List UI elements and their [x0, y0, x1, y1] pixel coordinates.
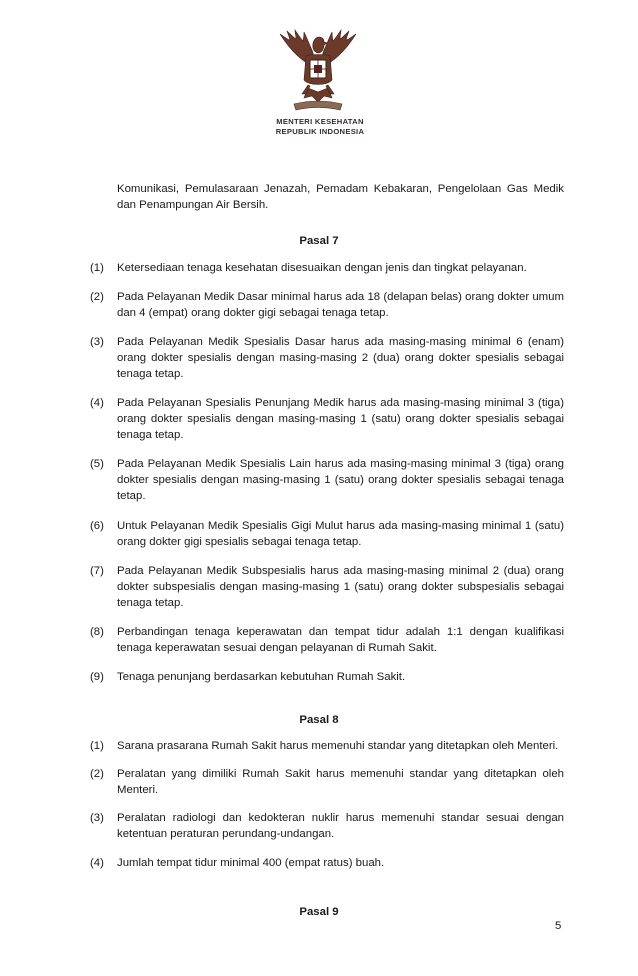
pasal-7-item-3: [90, 334, 564, 383]
item-text: Sarana prasarana Rumah Sakit harus memenuhi standar yang ditetapkan oleh Menteri.: [117, 740, 559, 752]
pasal-7-item-4: [90, 395, 564, 444]
pasal-8-item-3: [90, 810, 564, 842]
item-text: Ketersediaan tenaga kesehatan disesuaikan dengan jenis dan tingkat pelayanan.: [117, 262, 527, 274]
ministry-line-1: MENTERI KESEHATAN: [276, 117, 364, 126]
item-number: (2): [90, 291, 104, 303]
pasal-7-item-1: [90, 260, 564, 276]
pasal-7-item-9: [90, 669, 564, 685]
pasal-7-heading: Pasal 7: [299, 235, 339, 247]
ministry-letterhead: [240, 117, 400, 137]
pasal-7-item-8: [90, 624, 564, 656]
pasal-8-item-1: [90, 738, 564, 754]
item-number: (4): [90, 397, 104, 409]
pasal-8-heading: Pasal 8: [299, 714, 339, 726]
item-text: Perbandingan tenaga keperawatan dan tempat tidur adalah 1:1 dengan kualifikasi tenaga keperawatan sesuai dengan pelayanan di Rumah Sakit.: [117, 626, 564, 655]
item-number: (5): [90, 458, 104, 470]
item-text: Pada Pelayanan Medik Spesialis Dasar harus ada masing-masing minimal 6 (enam) orang dokter spesialis dengan masing-masing 2 (dua) orang dokter spesialis sebagai tenaga tetap.: [117, 336, 564, 381]
item-number: (3): [90, 812, 104, 824]
item-text: Peralatan radiologi dan kedokteran nuklir harus memenuhi standar sesuai dengan ketentuan peraturan perundang-undangan.: [117, 812, 564, 841]
item-number: (2): [90, 768, 104, 780]
pasal-8-item-2: [90, 766, 564, 798]
garuda-emblem: [272, 28, 364, 114]
item-number: (9): [90, 671, 104, 683]
page-number: 5: [555, 920, 562, 932]
ministry-line-2: REPUBLIK INDONESIA: [275, 127, 365, 136]
item-text: Pada Pelayanan Medik Subspesialis harus ada masing-masing minimal 2 (dua) orang dokter subspesialis dengan masing-masing 1 (satu) orang dokter subspesialis sebagai tenaga tetap.: [117, 565, 564, 610]
pasal-7-item-6: [90, 518, 564, 550]
item-text: Peralatan yang dimiliki Rumah Sakit harus memenuhi standar yang ditetapkan oleh Menteri.: [117, 768, 564, 797]
pasal-9-heading: Pasal 9: [299, 906, 339, 918]
item-number: (3): [90, 336, 104, 348]
item-text: Pada Pelayanan Spesialis Penunjang Medik harus ada masing-masing minimal 3 (tiga) orang dokter spesialis dengan masing-masing 1 (satu) orang dokter spesialis sebagai tenaga tetap.: [117, 397, 564, 442]
item-text: Jumlah tempat tidur minimal 400 (empat ratus) buah.: [117, 857, 385, 869]
pasal-7-item-2: [90, 289, 564, 321]
item-number: (7): [90, 565, 104, 577]
item-number: (4): [90, 857, 104, 869]
item-text: Pada Pelayanan Medik Spesialis Lain harus ada masing-masing minimal 3 (tiga) orang dokter spesialis dengan masing-masing 1 (satu) orang dokter spesialis sebagai tenaga tetap.: [117, 458, 564, 503]
item-text: Pada Pelayanan Medik Dasar minimal harus ada 18 (delapan belas) orang dokter umum dan 4 (empat) orang dokter gigi sebagai tenaga tetap.: [117, 291, 564, 320]
pasal-7-item-5: [90, 456, 564, 505]
intro-paragraph: Komunikasi, Pemulasaraan Jenazah, Pemadam Kebakaran, Pengelolaan Gas Medik dan Penampungan Air Bersih.: [117, 183, 564, 212]
item-number: (1): [90, 740, 104, 752]
item-number: (6): [90, 520, 104, 532]
item-text: Tenaga penunjang berdasarkan kebutuhan Rumah Sakit.: [117, 671, 406, 683]
item-text: Untuk Pelayanan Medik Spesialis Gigi Mulut harus ada masing-masing minimal 1 (satu) orang dokter gigi spesialis sebagai tenaga tetap.: [117, 520, 564, 549]
item-number: (8): [90, 626, 104, 638]
pasal-7-item-7: [90, 563, 564, 612]
pasal-8-item-4: [90, 855, 564, 871]
item-number: (1): [90, 262, 104, 274]
